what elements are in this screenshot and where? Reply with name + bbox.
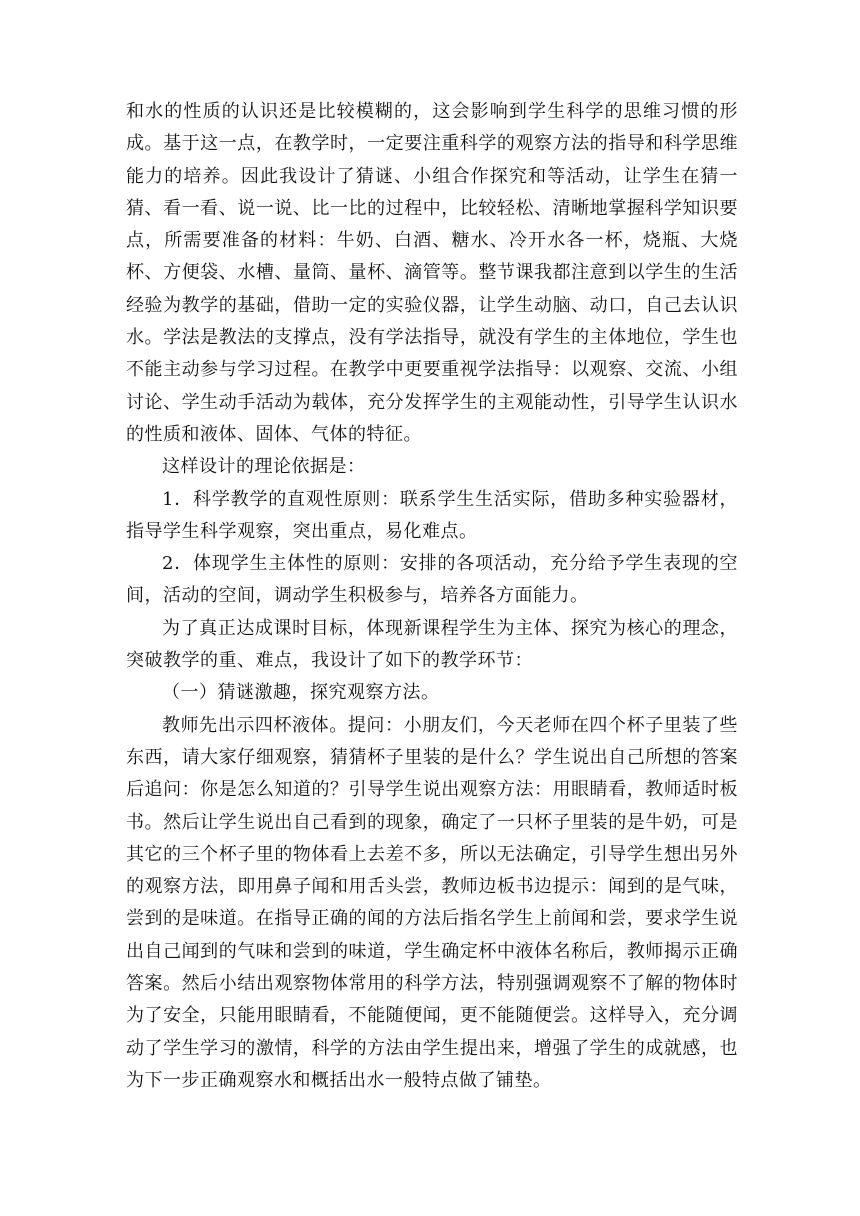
section-heading-step-1: （一）猜谜激趣，探究观察方法。 <box>162 682 440 704</box>
paragraph-theory-intro: 这样设计的理论依据是： <box>162 456 366 478</box>
paragraph-continuation: 和水的性质的认识还是比较模糊的，这会影响到学生科学的思维习惯的形成。基于这一点，在教学时，一定要注重科学的观察方法的指导和科学思维能力的培养。因此我设计了猜谜、小组合作探究和等活动，让学生在猜一猜、看一看、说一说、比一比的过程中，比较轻松、清晰地掌握科学知识要点，所需要准备的材料：牛奶、白酒、糖水、冷开水各一杯，烧瓶、大烧杯、方便袋、水槽、量筒、量杯、滴管等。整节课我都注意到以学生的生活经验为教学的基础，借助一定的实验仪器，让学生动脑、动口，自己去认识水。学法是教法的支撑点，没有学法指导，就没有学生的主体地位，学生也不能主动参与学习过程。在教学中更要重视学法指导：以观察、交流、小组讨论、学生动手活动为载体，充分发挥学生的主观能动性，引导学生认识水的性质和液体、固体、气体的特征。 <box>126 101 738 445</box>
document-body <box>126 96 738 1097</box>
paragraph-teaching-steps-intro: 为了真正达成课时目标，体现新课程学生为主体、探究为核心的理念，突破教学的重、难点，我设计了如下的教学环节： <box>126 617 738 672</box>
paragraph-step-1-detail: 教师先出示四杯液体。提问：小朋友们，今天老师在四个杯子里装了些东西，请大家仔细观察，猜猜杯子里装的是什么？学生说出自己所想的答案后追问：你是怎么知道的？引导学生说出观察方法：用眼睛看，教师适时板书。然后让学生说出自己看到的现象，确定了一只杯子里装的是牛奶，可是其它的三个杯子里的物体看上去差不多，所以无法确定，引导学生想出另外的观察方法，即用鼻子闻和用舌头尝，教师边板书边提示：闻到的是气味，尝到的是味道。在指导正确的闻的方法后指名学生上前闻和尝，要求学生说出自己闻到的气味和尝到的味道，学生确定杯中液体名称后，教师揭示正确答案。然后小结出观察物体常用的科学方法，特别强调观察不了解的物体时为了安全，只能用眼睛看，不能随便闻，更不能随便尝。这样导入，充分调动了学生学习的激情，科学的方法由学生提出来，增强了学生的成就感，也为下一步正确观察水和概括出水一般特点做了铺垫。 <box>126 714 738 1091</box>
paragraph-principle-1: 1．科学教学的直观性原则：联系学生生活实际，借助多种实验器材，指导学生科学观察，突出重点，易化难点。 <box>126 488 738 542</box>
paragraph-principle-2: 2．体现学生主体性的原则：安排的各项活动，充分给予学生表现的空间，活动的空间，调动学生积极参与，培养各方面能力。 <box>126 553 738 607</box>
